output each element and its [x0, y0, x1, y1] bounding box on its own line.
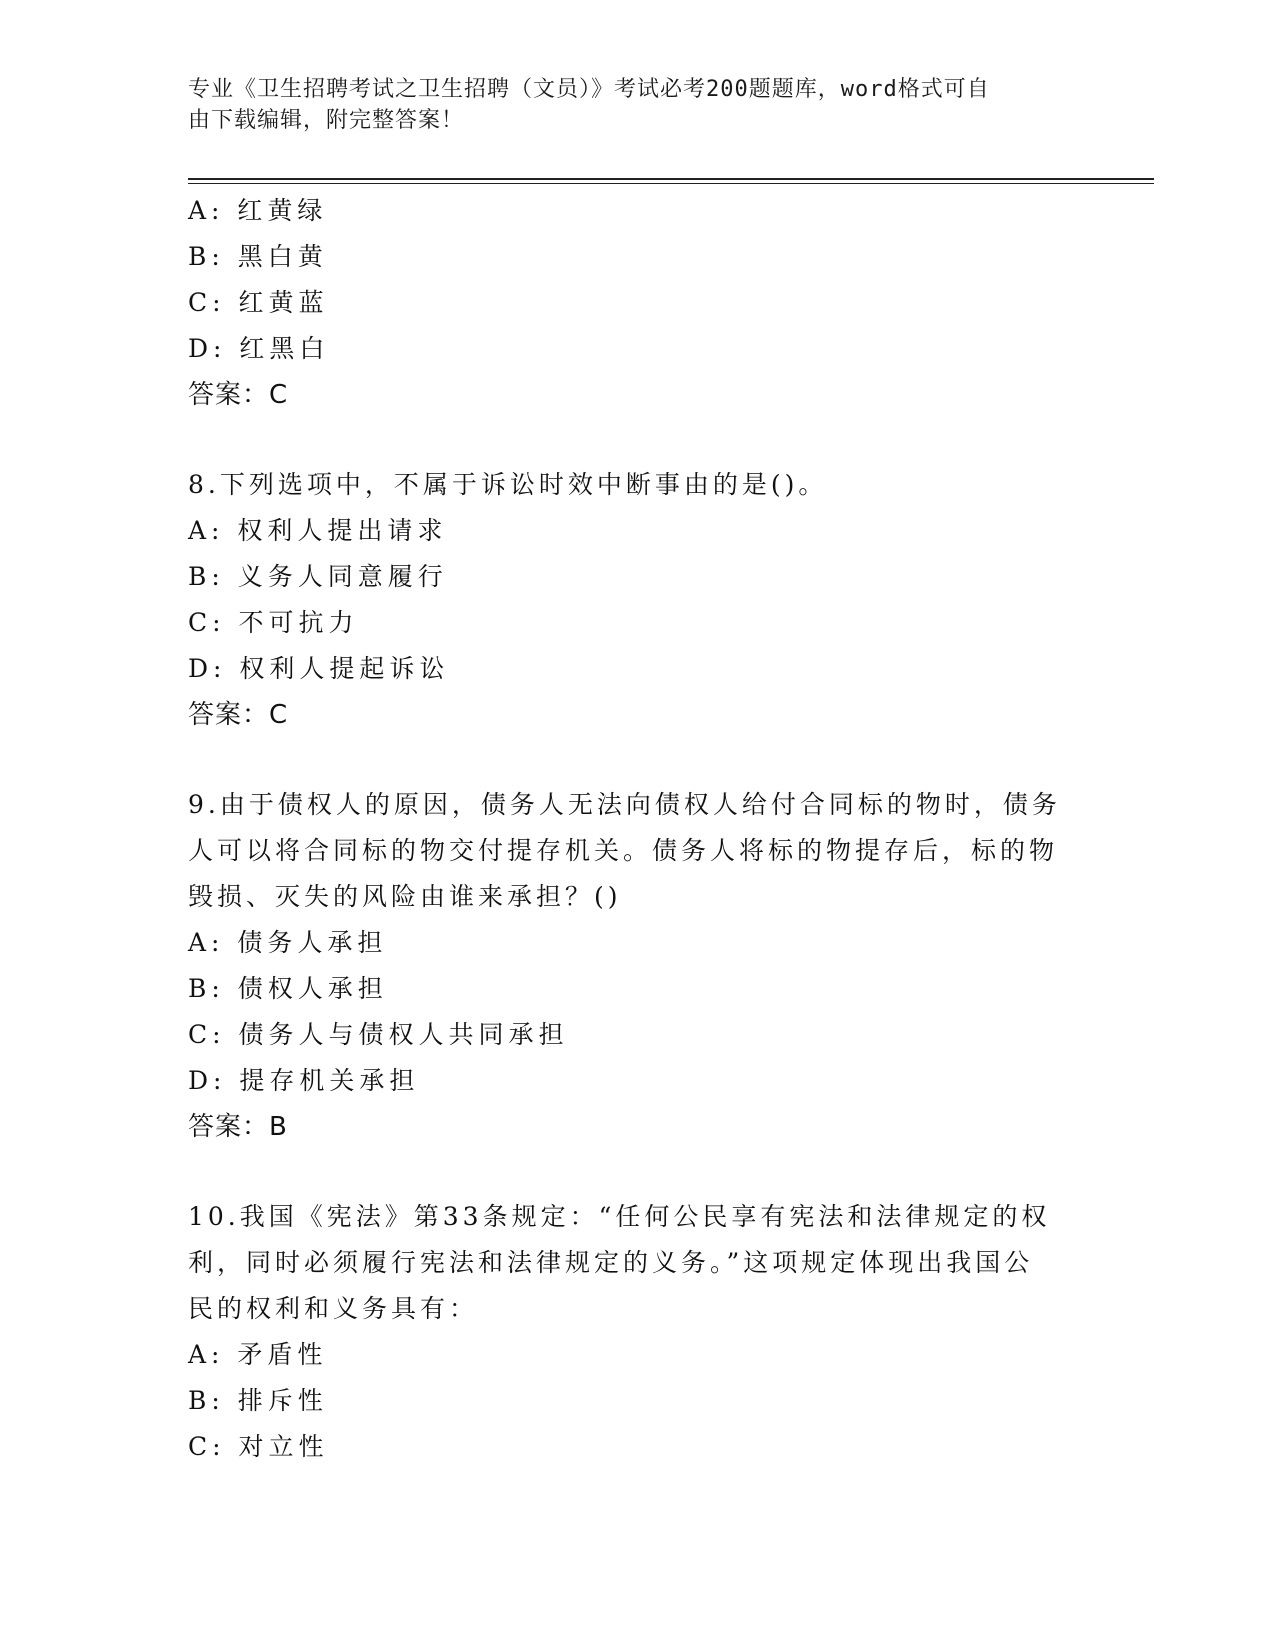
question-stem-line-1: 10.我国《宪法》第33条规定：“任何公民享有宪法和法律规定的权	[188, 1202, 1051, 1231]
question-stem-line-3: 民的权利和义务具有：	[188, 1294, 479, 1323]
option-a: A: 权利人提出请求	[188, 516, 448, 545]
option-a: A: 矛盾性	[188, 1340, 328, 1369]
question-8	[188, 462, 1068, 738]
option-a: A: 债务人承担	[188, 928, 388, 957]
option-d: D: 提存机关承担	[188, 1066, 420, 1095]
option-b: B: 债权人承担	[188, 974, 388, 1003]
question-stem-line-3: 毁损、灭失的风险由谁来承担？()	[188, 882, 622, 911]
option-b: B: 黑白黄	[188, 242, 328, 271]
option-d: D: 权利人提起诉讼	[188, 654, 450, 683]
option-c: C: 不可抗力	[188, 608, 359, 637]
question-stem-line-2: 人可以将合同标的物交付提存机关。债务人将标的物提存后，标的物	[188, 836, 1059, 865]
question-stem-line-2: 利，同时必须履行宪法和法律规定的义务。”这项规定体现出我国公	[188, 1248, 1034, 1277]
option-a: A: 红黄绿	[188, 196, 328, 225]
option-d: D: 红黑白	[188, 334, 330, 363]
header-rule-thin	[188, 183, 1154, 184]
answer: 答案：C	[188, 700, 289, 730]
question-stem: 8.下列选项中，不属于诉讼时效中断事由的是()。	[188, 470, 828, 499]
answer: 答案：B	[188, 1112, 288, 1142]
header-line-2: 由下载编辑，附完整答案！	[188, 108, 465, 133]
question-10	[188, 1194, 1068, 1470]
document-header	[188, 74, 1068, 136]
option-b: B: 排斥性	[188, 1386, 328, 1415]
option-c: C: 债务人与债权人共同承担	[188, 1020, 569, 1049]
question-7	[188, 188, 1068, 418]
header-line-1: 专业《卫生招聘考试之卫生招聘（文员）》考试必考200题题库，word格式可自	[188, 77, 990, 102]
question-stem-line-1: 9.由于债权人的原因，债务人无法向债权人给付合同标的物时，债务	[188, 790, 1061, 819]
header-rule-thick	[188, 178, 1154, 180]
option-c: C: 对立性	[188, 1432, 329, 1461]
question-list	[188, 188, 1068, 1470]
option-c: C: 红黄蓝	[188, 288, 329, 317]
option-b: B: 义务人同意履行	[188, 562, 448, 591]
answer: 答案：C	[188, 380, 289, 410]
question-9	[188, 782, 1068, 1150]
